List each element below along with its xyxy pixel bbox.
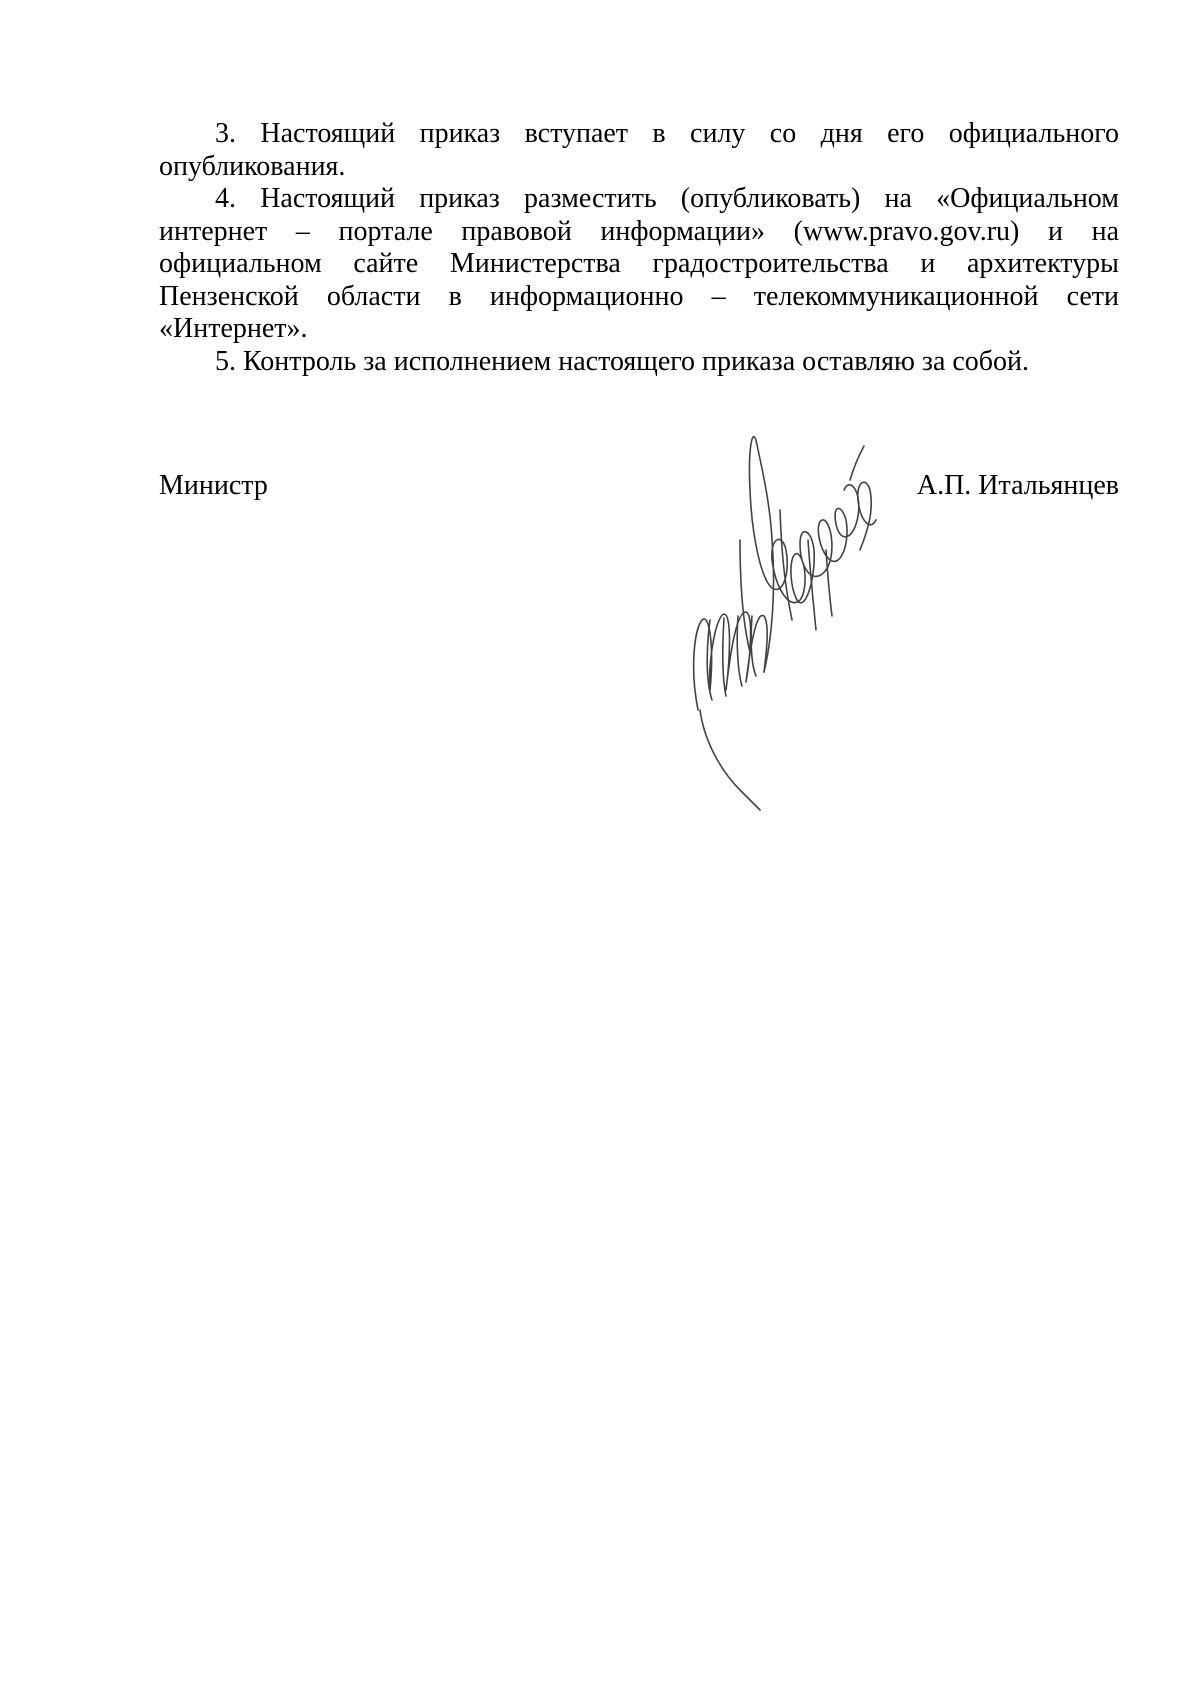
signatory-name: А.П. Итальянцев xyxy=(916,470,1119,501)
signatory-title: Министр xyxy=(159,470,268,501)
document-body xyxy=(159,118,1119,378)
paragraph-4: 4. Настоящий приказ разместить (опубликовать) на «Официальном интернет – портале правовой информации» (www.pravo.gov.ru) и на официальном сайте Министерства градостроительства и архитектуры Пензенской области в информационно – телекоммуникационной сети «Интернет». xyxy=(159,183,1119,344)
signature-block xyxy=(159,470,1119,510)
paragraph-3: 3. Настоящий приказ вступает в силу со дня его официального опубликования. xyxy=(159,118,1119,182)
paragraph-5: 5. Контроль за исполнением настоящего приказа оставляю за собой. xyxy=(215,345,1030,377)
handwritten-signature xyxy=(680,420,900,820)
